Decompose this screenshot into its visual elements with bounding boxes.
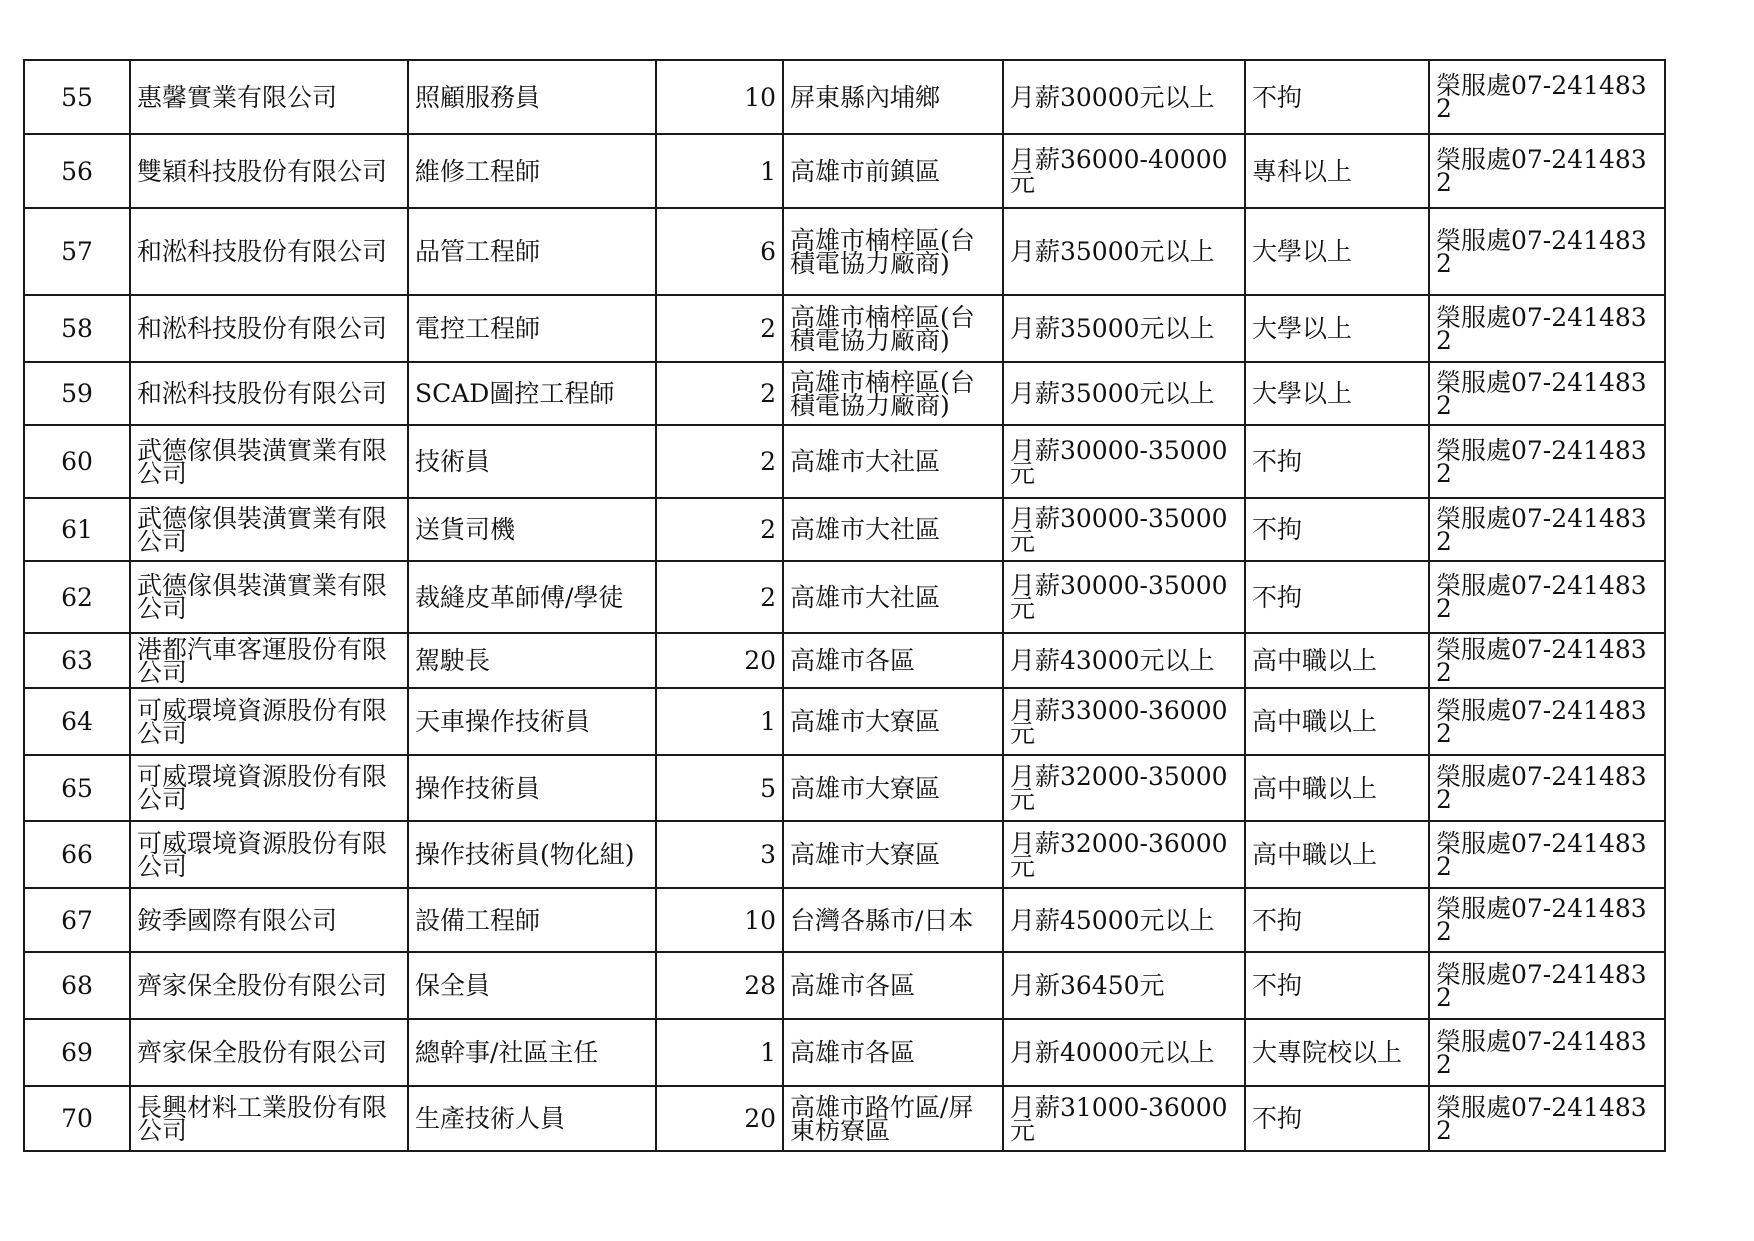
salary: 月薪30000元以上 (1003, 60, 1245, 134)
row-number: 69 (24, 1019, 130, 1086)
work-location: 屏東縣內埔鄉 (783, 60, 1003, 134)
contact-info: 榮服處07-2414832 (1429, 1019, 1665, 1086)
headcount: 5 (656, 755, 783, 821)
headcount: 2 (656, 295, 783, 362)
education-requirement: 大學以上 (1245, 362, 1429, 425)
company-name: 可威環境資源股份有限公司 (130, 821, 408, 888)
contact-info: 榮服處07-2414832 (1429, 498, 1665, 561)
education-requirement: 不拘 (1245, 60, 1429, 134)
headcount: 1 (656, 134, 783, 208)
company-name: 齊家保全股份有限公司 (130, 1019, 408, 1086)
table-row (24, 60, 1665, 134)
salary: 月薪30000-35000元 (1003, 498, 1245, 561)
row-number: 61 (24, 498, 130, 561)
job-position: 操作技術員 (408, 755, 656, 821)
job-position: 送貨司機 (408, 498, 656, 561)
row-number: 62 (24, 561, 130, 633)
row-number: 63 (24, 633, 130, 688)
education-requirement: 不拘 (1245, 561, 1429, 633)
education-requirement: 高中職以上 (1245, 821, 1429, 888)
education-requirement: 不拘 (1245, 1086, 1429, 1151)
headcount: 1 (656, 1019, 783, 1086)
education-requirement: 不拘 (1245, 425, 1429, 498)
salary: 月新40000元以上 (1003, 1019, 1245, 1086)
job-position: 駕駛長 (408, 633, 656, 688)
salary: 月薪45000元以上 (1003, 888, 1245, 952)
contact-info: 榮服處07-2414832 (1429, 633, 1665, 688)
salary: 月薪43000元以上 (1003, 633, 1245, 688)
company-name: 和淞科技股份有限公司 (130, 295, 408, 362)
contact-info: 榮服處07-2414832 (1429, 888, 1665, 952)
job-position: 設備工程師 (408, 888, 656, 952)
job-position: SCAD圖控工程師 (408, 362, 656, 425)
headcount: 6 (656, 208, 783, 295)
row-number: 64 (24, 688, 130, 755)
contact-info: 榮服處07-2414832 (1429, 561, 1665, 633)
headcount: 20 (656, 1086, 783, 1151)
work-location: 高雄市楠梓區(台積電協力廠商) (783, 295, 1003, 362)
table-row (24, 821, 1665, 888)
company-name: 長興材料工業股份有限公司 (130, 1086, 408, 1151)
row-number: 59 (24, 362, 130, 425)
salary: 月新36450元 (1003, 952, 1245, 1019)
work-location: 高雄市各區 (783, 1019, 1003, 1086)
contact-info: 榮服處07-2414832 (1429, 1086, 1665, 1151)
job-position: 品管工程師 (408, 208, 656, 295)
work-location: 高雄市楠梓區(台積電協力廠商) (783, 208, 1003, 295)
company-name: 銨季國際有限公司 (130, 888, 408, 952)
salary: 月薪30000-35000元 (1003, 425, 1245, 498)
company-name: 和淞科技股份有限公司 (130, 362, 408, 425)
headcount: 10 (656, 888, 783, 952)
job-position: 生產技術人員 (408, 1086, 656, 1151)
salary: 月薪35000元以上 (1003, 362, 1245, 425)
job-position: 總幹事/社區主任 (408, 1019, 656, 1086)
company-name: 港都汽車客運股份有限公司 (130, 633, 408, 688)
headcount: 10 (656, 60, 783, 134)
row-number: 70 (24, 1086, 130, 1151)
job-position: 保全員 (408, 952, 656, 1019)
job-listing-table (23, 59, 1666, 1152)
education-requirement: 專科以上 (1245, 134, 1429, 208)
work-location: 台灣各縣市/日本 (783, 888, 1003, 952)
company-name: 惠馨實業有限公司 (130, 60, 408, 134)
contact-info: 榮服處07-2414832 (1429, 295, 1665, 362)
work-location: 高雄市各區 (783, 633, 1003, 688)
headcount: 28 (656, 952, 783, 1019)
contact-info: 榮服處07-2414832 (1429, 821, 1665, 888)
work-location: 高雄市大社區 (783, 425, 1003, 498)
table-row (24, 688, 1665, 755)
company-name: 和淞科技股份有限公司 (130, 208, 408, 295)
table-row (24, 134, 1665, 208)
company-name: 武德傢俱裝潢實業有限公司 (130, 561, 408, 633)
job-position: 維修工程師 (408, 134, 656, 208)
salary: 月薪35000元以上 (1003, 295, 1245, 362)
work-location: 高雄市各區 (783, 952, 1003, 1019)
table-row (24, 208, 1665, 295)
education-requirement: 不拘 (1245, 888, 1429, 952)
salary: 月薪36000-40000元 (1003, 134, 1245, 208)
education-requirement: 大專院校以上 (1245, 1019, 1429, 1086)
contact-info: 榮服處07-2414832 (1429, 60, 1665, 134)
table-row (24, 1086, 1665, 1151)
table-row (24, 425, 1665, 498)
contact-info: 榮服處07-2414832 (1429, 952, 1665, 1019)
headcount: 2 (656, 362, 783, 425)
table-row (24, 952, 1665, 1019)
work-location: 高雄市路竹區/屏東枋寮區 (783, 1086, 1003, 1151)
salary: 月薪35000元以上 (1003, 208, 1245, 295)
salary: 月薪31000-36000元 (1003, 1086, 1245, 1151)
headcount: 1 (656, 688, 783, 755)
company-name: 雙穎科技股份有限公司 (130, 134, 408, 208)
headcount: 3 (656, 821, 783, 888)
table-row (24, 1019, 1665, 1086)
headcount: 20 (656, 633, 783, 688)
job-position: 技術員 (408, 425, 656, 498)
company-name: 武德傢俱裝潢實業有限公司 (130, 425, 408, 498)
work-location: 高雄市前鎮區 (783, 134, 1003, 208)
work-location: 高雄市大寮區 (783, 688, 1003, 755)
job-position: 裁縫皮革師傅/學徒 (408, 561, 656, 633)
work-location: 高雄市大寮區 (783, 755, 1003, 821)
work-location: 高雄市大社區 (783, 498, 1003, 561)
headcount: 2 (656, 498, 783, 561)
contact-info: 榮服處07-2414832 (1429, 208, 1665, 295)
table-row (24, 362, 1665, 425)
education-requirement: 高中職以上 (1245, 688, 1429, 755)
row-number: 56 (24, 134, 130, 208)
job-position: 操作技術員(物化組) (408, 821, 656, 888)
headcount: 2 (656, 561, 783, 633)
salary: 月薪33000-36000元 (1003, 688, 1245, 755)
row-number: 68 (24, 952, 130, 1019)
job-position: 天車操作技術員 (408, 688, 656, 755)
table-row (24, 561, 1665, 633)
table-row (24, 633, 1665, 688)
contact-info: 榮服處07-2414832 (1429, 362, 1665, 425)
work-location: 高雄市大寮區 (783, 821, 1003, 888)
row-number: 58 (24, 295, 130, 362)
salary: 月薪32000-36000元 (1003, 821, 1245, 888)
education-requirement: 大學以上 (1245, 208, 1429, 295)
education-requirement: 不拘 (1245, 498, 1429, 561)
company-name: 齊家保全股份有限公司 (130, 952, 408, 1019)
salary: 月薪32000-35000元 (1003, 755, 1245, 821)
table-row (24, 888, 1665, 952)
contact-info: 榮服處07-2414832 (1429, 755, 1665, 821)
job-position: 照顧服務員 (408, 60, 656, 134)
table-row (24, 295, 1665, 362)
company-name: 武德傢俱裝潢實業有限公司 (130, 498, 408, 561)
job-position: 電控工程師 (408, 295, 656, 362)
row-number: 65 (24, 755, 130, 821)
education-requirement: 高中職以上 (1245, 633, 1429, 688)
headcount: 2 (656, 425, 783, 498)
table-row (24, 498, 1665, 561)
company-name: 可威環境資源股份有限公司 (130, 688, 408, 755)
work-location: 高雄市楠梓區(台積電協力廠商) (783, 362, 1003, 425)
row-number: 55 (24, 60, 130, 134)
company-name: 可威環境資源股份有限公司 (130, 755, 408, 821)
contact-info: 榮服處07-2414832 (1429, 134, 1665, 208)
table-row (24, 755, 1665, 821)
education-requirement: 高中職以上 (1245, 755, 1429, 821)
salary: 月薪30000-35000元 (1003, 561, 1245, 633)
row-number: 60 (24, 425, 130, 498)
education-requirement: 大學以上 (1245, 295, 1429, 362)
work-location: 高雄市大社區 (783, 561, 1003, 633)
row-number: 57 (24, 208, 130, 295)
row-number: 66 (24, 821, 130, 888)
education-requirement: 不拘 (1245, 952, 1429, 1019)
contact-info: 榮服處07-2414832 (1429, 688, 1665, 755)
contact-info: 榮服處07-2414832 (1429, 425, 1665, 498)
row-number: 67 (24, 888, 130, 952)
